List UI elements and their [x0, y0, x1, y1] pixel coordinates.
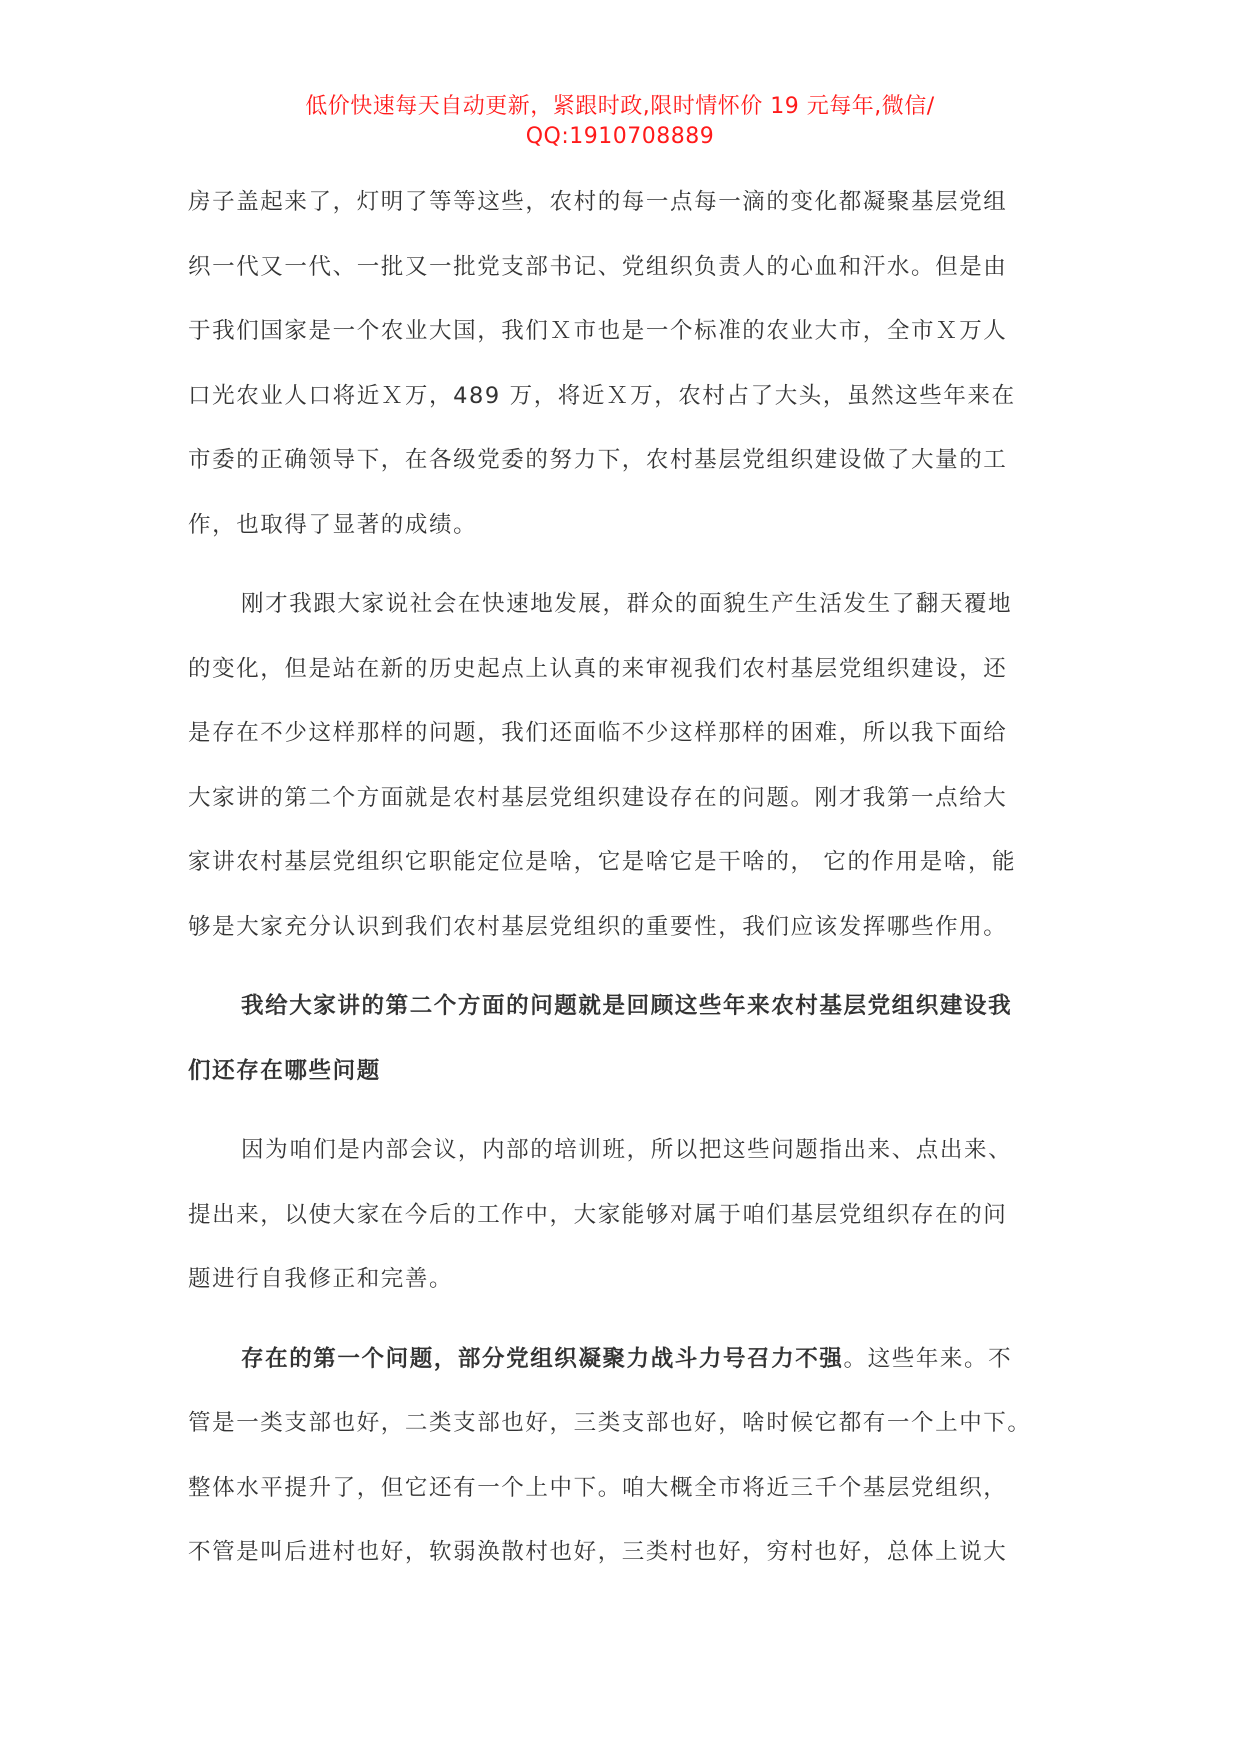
paragraph-line: 管是一类支部也好，二类支部也好，三类支部也好，啥时候它都有一个上中下。	[188, 1410, 1032, 1436]
paragraph-line: 织一代又一代、一批又一批党支部书记、党组织负责人的心血和汗水。但是由	[188, 253, 1008, 280]
paragraph-line: 因为咱们是内部会议，内部的培训班，所以把这些问题指出来、点出来、	[241, 1137, 1013, 1163]
paragraph-4	[188, 1327, 1068, 1585]
paragraph-line: 提出来，以使大家在今后的工作中，大家能够对属于咱们基层党组织存在的问	[188, 1201, 1008, 1228]
heading-line: 我给大家讲的第二个方面的问题就是回顾这些年来农村基层党组织建设我	[241, 993, 1013, 1019]
paragraph-line: 题进行自我修正和完善。	[188, 1266, 454, 1292]
section-heading	[188, 974, 1068, 1103]
paragraph-line: 整体水平提升了，但它还有一个上中下。咱大概全市将近三千个基层党组织，	[188, 1474, 1008, 1501]
paragraph-line: 大家讲的第二个方面就是农村基层党组织建设存在的问题。刚才我第一点给大	[188, 784, 1008, 811]
document-body	[188, 170, 1068, 1585]
paragraph-line: 是存在不少这样那样的问题，我们还面临不少这样那样的困难，所以我下面给	[188, 720, 1008, 746]
paragraph-line: 市委的正确领导下，在各级党委的努力下，农村基层党组织建设做了大量的工	[188, 447, 1008, 473]
paragraph-line: 于我们国家是一个农业大国，我们Ｘ市也是一个标准的农业大市，全市Ｘ万人	[188, 318, 1008, 344]
paragraph-1	[188, 170, 1068, 557]
paragraph-line: 的变化，但是站在新的历史起点上认真的来审视我们农村基层党组织建设，还	[188, 655, 1008, 682]
paragraph-line: 口光农业人口将近Ｘ万，489 万，将近Ｘ万，农村占了大头，虽然这些年来在	[188, 382, 1016, 409]
paragraph-line: 作，也取得了显著的成绩。	[188, 511, 478, 538]
heading-line: 们还存在哪些问题	[188, 1057, 381, 1084]
paragraph-line: 不管是叫后进村也好，软弱涣散村也好，三类村也好，穷村也好，总体上说大	[188, 1539, 1008, 1565]
paragraph-line: 够是大家充分认识到我们农村基层党组织的重要性，我们应该发挥哪些作用。	[188, 913, 1008, 940]
paragraph-line: 房子盖起来了，灯明了等等这些，农村的每一点每一滴的变化都凝聚基层党组	[188, 189, 1008, 215]
paragraph-2	[188, 572, 1068, 959]
paragraph-line: 刚才我跟大家说社会在快速地发展，群众的面貌生产生活发生了翻天覆地	[241, 591, 1013, 617]
paragraph-first-line	[188, 1327, 1068, 1392]
paragraph-line: 家讲农村基层党组织它职能定位是啥，它是啥它是干啥的， 它的作用是啥，能	[188, 849, 1017, 875]
header-notice	[190, 92, 1050, 152]
header-notice-line-1: 低价快速每天自动更新，紧跟时政,限时情怀价 19 元每年,微信/	[305, 94, 935, 119]
paragraph-3	[188, 1118, 1068, 1312]
problem-lead-text: 存在的第一个问题，部分党组织凝聚力战斗力号召力不强	[241, 1345, 844, 1372]
header-notice-line-2: QQ:1910708889	[525, 124, 715, 149]
problem-lead-rest: 。这些年来。不	[843, 1345, 1013, 1372]
